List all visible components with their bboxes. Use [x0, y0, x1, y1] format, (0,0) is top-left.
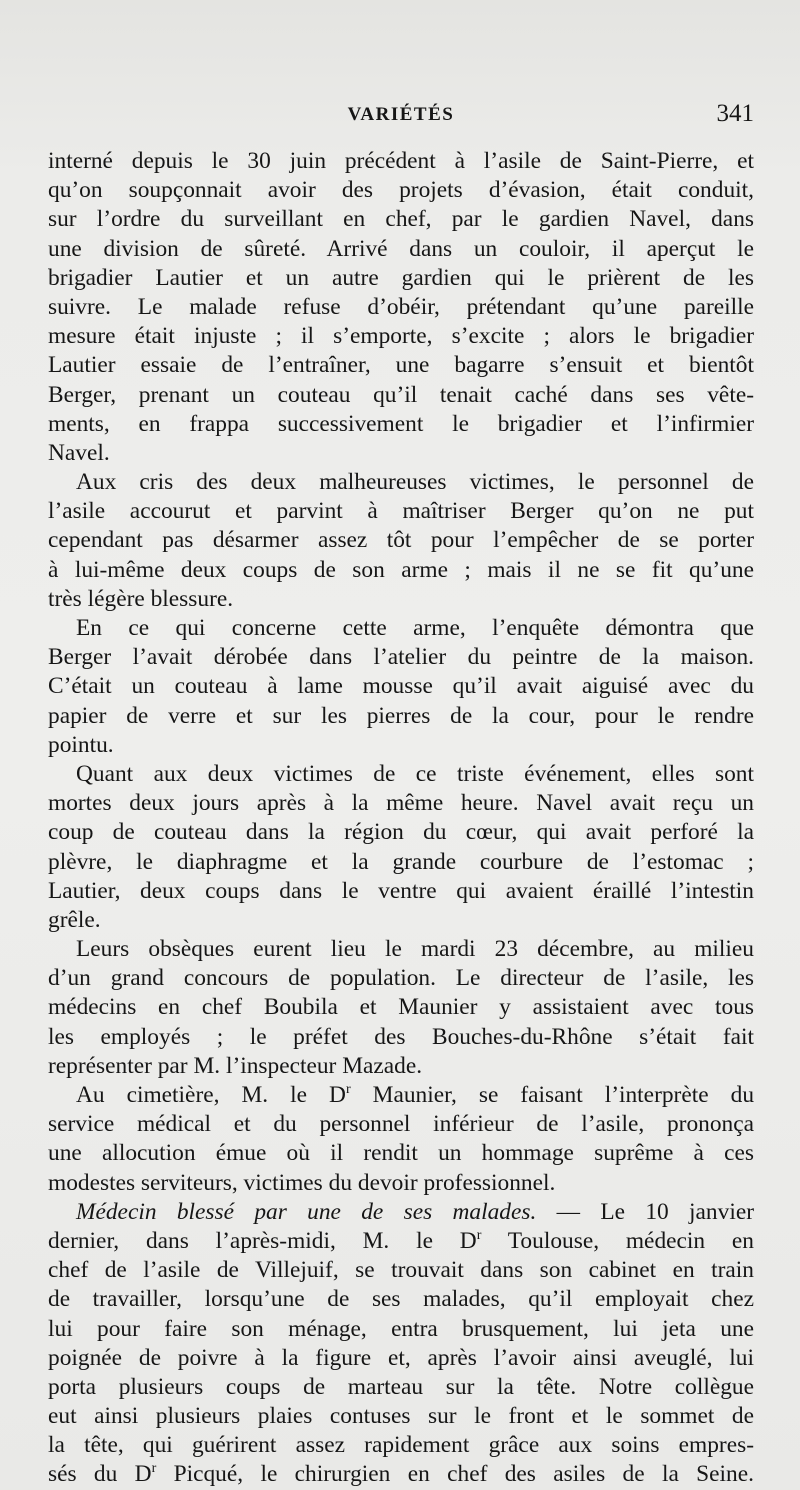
text-line: coup de couteau dans la région du cœur, qui avait perforé la [48, 819, 754, 846]
text-line: grêle. [48, 906, 101, 933]
text-line: d’un grand concours de population. Le directeur de l’asile, les [48, 965, 754, 992]
text-line: qu’on soupçonnait avoir des projets d’évasion, était conduit, [48, 177, 754, 204]
text-line: eut ainsi plusieurs plaies contuses sur le front et le sommet de [48, 1403, 754, 1430]
text-line: cependant pas désarmer assez tôt pour l’empêcher de se porter [48, 527, 754, 554]
text-line: C’était un couteau à lame mousse qu’il avait aiguisé avec du [48, 673, 754, 700]
page-number: 341 [716, 100, 754, 127]
text-line: de travailler, lorsqu’une de ses malades, qu’il employait chez [48, 1286, 754, 1313]
text-line: Aux cris des deux malheureuses victimes, le personnel de [76, 469, 754, 496]
page-header [48, 100, 754, 134]
text-line: Berger, prenant un couteau qu’il tenait caché dans ses vête- [48, 381, 754, 408]
text-line: une division de sûreté. Arrivé dans un couloir, il aperçut le [48, 235, 754, 262]
text-line: chef de l’asile de Villejuif, se trouvait dans son cabinet en train [48, 1257, 754, 1284]
text-line: les employés ; le préfet des Bouches-du-Rhône s’était fait [48, 1023, 754, 1050]
text-line: représenter par M. l’inspecteur Mazade. [48, 1052, 423, 1079]
running-head: VARIÉTÉS [347, 104, 455, 125]
text-line: En ce qui concerne cette arme, l’enquête démontra que [76, 615, 754, 641]
text-line: Au cimetière, M. le $D^r$ Maunier, se faisant l’interprète du [76, 1081, 755, 1108]
superscript: r [345, 1081, 351, 1098]
text-line: mortes deux jours après à la même heure. Navel avait reçu un [48, 790, 754, 817]
text-line: brigadier Lautier et un autre gardien qui le prièrent de les [48, 264, 754, 291]
text-line: Berger l’avait dérobée dans l’atelier du peintre de la maison. [48, 644, 754, 671]
text-line: service médical et du personnel inférieur de l’asile, prononça [48, 1111, 754, 1138]
body-text [48, 147, 754, 1490]
text-line: Lautier essaie de l’entraîner, une bagarre s’ensuit et bientôt [48, 352, 754, 379]
text-line: Lautier, deux coups dans le ventre qui avaient éraillé l’intestin [48, 877, 754, 904]
text-line: sur l’ordre du surveillant en chef, par le gardien Navel, dans [48, 206, 754, 233]
text-line: Navel. [48, 439, 110, 466]
text-line: lui pour faire son ménage, entra brusquement, lui jeta une [48, 1315, 754, 1342]
text-line: Quant aux deux victimes de ce triste événement, elles sont [76, 760, 754, 787]
text-line: médecins en chef Boubila et Maunier y assistaient avec tous [48, 994, 754, 1021]
text-line: l’asile accourut et parvint à maîtriser Berger qu’on ne put [48, 498, 754, 525]
text-line: une allocution émue où il rendit un hommage suprême à ces [48, 1140, 754, 1167]
text-line: pointu. [48, 731, 114, 758]
text-line: poignée de poivre à la figure et, après l’avoir ainsi aveuglé, lui [48, 1344, 754, 1371]
text-line: sés du $D^r$ Picqué, le chirurgien en chef des asiles de la Seine. [48, 1460, 754, 1488]
text-line: plèvre, le diaphragme et la grande courbure de l’estomac ; [48, 848, 754, 875]
superscript: r [476, 1227, 482, 1244]
superscript: r [151, 1460, 157, 1477]
text-line: suivre. Le malade refuse d’obéir, prétendant qu’une pareille [48, 293, 754, 320]
text-line: Leurs obsèques eurent lieu le mardi 23 décembre, au milieu [76, 936, 754, 963]
text-line-section-heading: Médecin blessé par une de ses malades. — Le 10 janvier [76, 1198, 754, 1225]
text-line: mesure était injuste ; il s’emporte, s’excite ; alors le brigadier [48, 323, 754, 350]
text-line: porta plusieurs coups de marteau sur la tête. Notre collègue [48, 1373, 754, 1400]
text-line: la tête, qui guérirent assez rapidement grâce aux soins empres- [48, 1432, 754, 1459]
text-line: ments, en frappa successivement le brigadier et l’infirmier [48, 410, 754, 437]
text-line: interné depuis le 30 juin précédent à l’asile de Saint-Pierre, et [48, 148, 754, 174]
text-line: à lui-même deux coups de son arme ; mais il ne se fit qu’une [48, 556, 754, 583]
text-line: papier de verre et sur les pierres de la cour, pour le rendre [48, 702, 754, 729]
text-line: dernier, dans l’après-midi, M. le $D^r$ Toulouse, médecin en [48, 1227, 754, 1254]
text-line: modestes serviteurs, victimes du devoir professionnel. [48, 1169, 556, 1196]
text-line: très légère blessure. [48, 585, 234, 612]
section-heading: Médecin blessé par une de ses malades. [76, 1198, 537, 1225]
